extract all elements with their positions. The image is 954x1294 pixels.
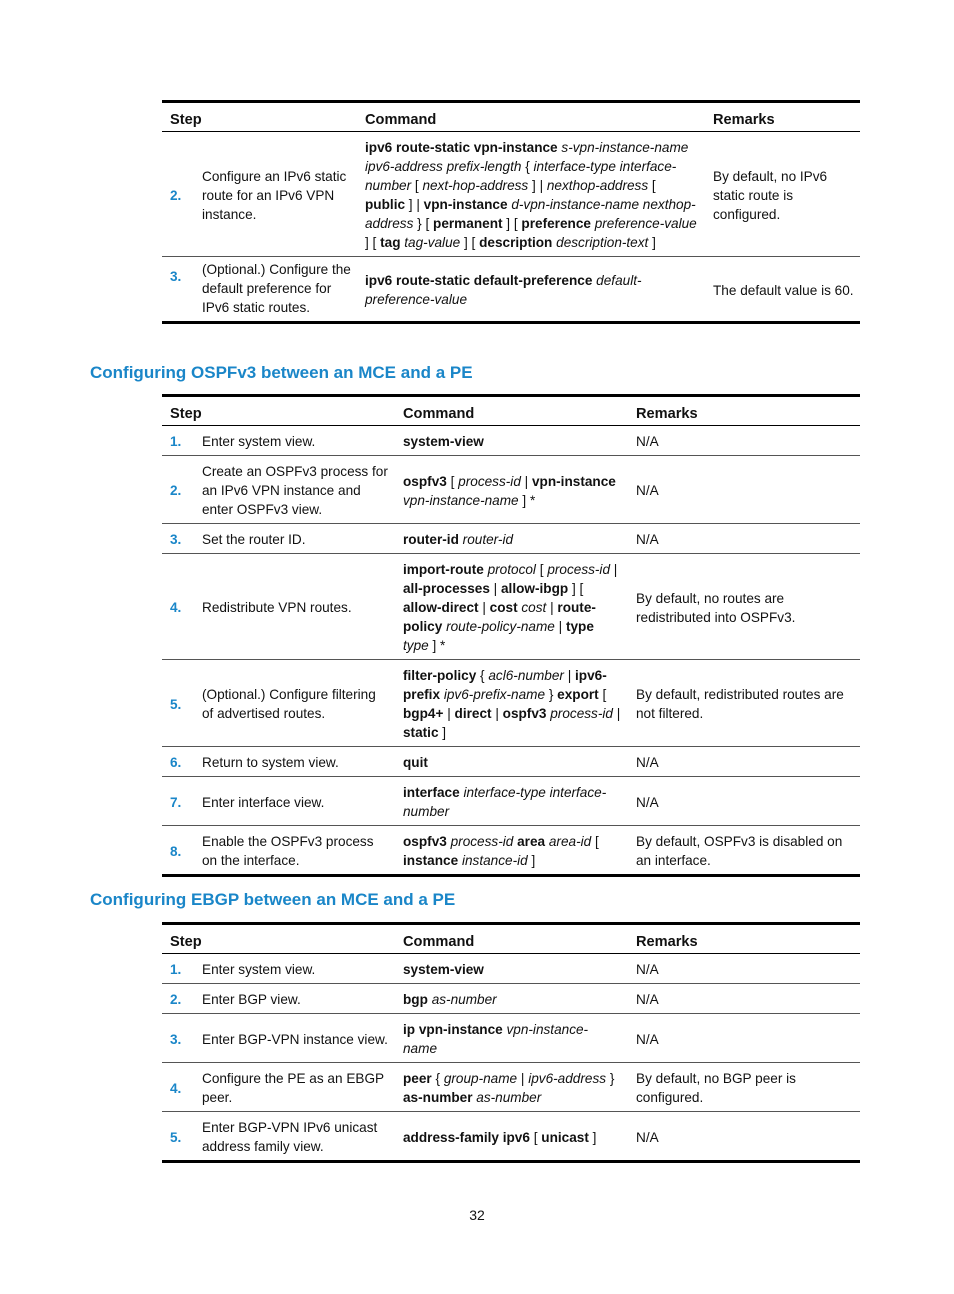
command-keyword: area — [517, 834, 546, 849]
command-punctuation: ] [ — [502, 216, 522, 231]
static-route-table — [162, 100, 860, 324]
step-number: 1. — [162, 426, 194, 456]
command-keyword: vpn-instance — [531, 473, 616, 489]
command-punctuation: | — [478, 600, 490, 615]
command-keyword: ospfv3 — [403, 834, 447, 849]
command-punctuation: | — [489, 581, 501, 596]
step-description: Configure an IPv6 static route for an IPv6 VPN instance. — [194, 132, 357, 257]
table-row — [162, 132, 860, 257]
table-row — [162, 954, 860, 984]
col-header-command: Command — [357, 102, 705, 132]
command-punctuation: ] * — [518, 492, 536, 508]
step-number: 2. — [162, 984, 194, 1014]
command-keyword: route-policy — [403, 600, 596, 634]
table-row — [162, 554, 860, 660]
col-header-step: Step — [162, 396, 395, 426]
command-syntax — [395, 826, 628, 876]
command-punctuation: } — [606, 1071, 615, 1086]
remarks: By default, no IPv6 static route is configured. — [705, 132, 860, 257]
command-punctuation: | — [546, 600, 558, 615]
remarks: By default, no BGP peer is configured. — [628, 1063, 860, 1112]
command-argument: next-hop-address — [422, 178, 529, 193]
command-punctuation: } — [545, 687, 558, 702]
col-header-step: Step — [162, 102, 357, 132]
command-punctuation: [ — [648, 178, 656, 193]
command-keyword: allow-ibgp — [501, 581, 569, 596]
command-syntax — [395, 984, 628, 1014]
table-row — [162, 257, 860, 323]
command-argument: router-id — [462, 532, 514, 547]
command-argument: ipv6-address prefix-length — [365, 159, 522, 174]
command-argument: process-id — [550, 706, 613, 721]
command-keyword: description — [479, 235, 553, 250]
remarks: By default, redistributed routes are not filtered. — [628, 660, 860, 747]
command-argument: default-preference-value — [365, 273, 642, 307]
command-punctuation: ] — [648, 235, 656, 250]
command-punctuation: ] [ — [365, 235, 381, 250]
page-number: 32 — [469, 1207, 485, 1223]
remarks: N/A — [628, 426, 860, 456]
command-keyword: type — [565, 619, 594, 634]
command-syntax — [395, 1112, 628, 1162]
command-keyword: direct — [454, 706, 492, 721]
step-description: Enter system view. — [194, 954, 395, 984]
command-argument: tag-value — [404, 235, 461, 250]
section-heading-ospfv3: Configuring OSPFv3 between an MCE and a PE — [90, 363, 473, 382]
command-argument: process-id — [547, 562, 611, 577]
command-keyword: tag — [380, 235, 401, 250]
command-syntax — [395, 456, 628, 524]
command-syntax — [395, 426, 628, 456]
table-row — [162, 777, 860, 826]
command-keyword: peer — [403, 1071, 432, 1086]
remarks: By default, no routes are redistributed into OSPFv3. — [628, 554, 860, 660]
step-description: Set the router ID. — [194, 524, 395, 554]
command-punctuation: ] — [527, 853, 536, 868]
col-header-command: Command — [395, 924, 628, 954]
step-number: 1. — [162, 954, 194, 984]
command-keyword: router-id — [403, 532, 459, 547]
command-keyword: ipv6-prefix — [403, 668, 607, 702]
command-argument: type — [403, 638, 429, 653]
command-keyword: filter-policy — [403, 668, 477, 683]
command-keyword: bgp4+ — [403, 706, 444, 721]
ospfv3-table — [162, 394, 860, 877]
command-argument: interface-type interface-number — [403, 785, 607, 819]
step-number: 2. — [162, 132, 194, 257]
command-punctuation: | — [517, 1071, 529, 1086]
command-argument: preference-value — [594, 216, 697, 231]
remarks: N/A — [628, 524, 860, 554]
command-keyword: system-view — [403, 962, 484, 977]
command-argument: vpn-instance-name — [403, 1022, 589, 1056]
remarks: N/A — [628, 456, 860, 524]
command-keyword: system-view — [403, 434, 484, 449]
ebgp-table — [162, 922, 860, 1163]
command-punctuation: [ — [591, 834, 599, 849]
command-keyword: all-processes — [403, 581, 490, 596]
command-punctuation: ] * — [428, 638, 446, 653]
command-keyword: public — [365, 197, 406, 212]
step-description: Create an OSPFv3 process for an IPv6 VPN instance and enter OSPFv3 view. — [194, 456, 395, 524]
remarks: By default, OSPFv3 is disabled on an interface. — [628, 826, 860, 876]
command-punctuation: [ — [446, 473, 459, 489]
command-keyword: ip vpn-instance — [403, 1022, 503, 1037]
step-number: 4. — [162, 1063, 194, 1112]
command-argument: process-id — [458, 473, 521, 489]
command-argument: d-vpn-instance-name nexthop-address — [365, 197, 696, 231]
col-header-step: Step — [162, 924, 395, 954]
command-punctuation: | — [612, 706, 621, 721]
command-argument: instance-id — [461, 853, 528, 868]
table-row — [162, 1014, 860, 1063]
table-row — [162, 1063, 860, 1112]
command-argument: interface-type interface-number — [365, 159, 677, 193]
command-syntax — [395, 524, 628, 554]
command-punctuation: [ — [529, 1129, 542, 1145]
command-keyword: allow-direct — [403, 600, 479, 615]
command-argument: nexthop-address — [546, 178, 649, 193]
command-argument: s-vpn-instance-name — [561, 140, 689, 155]
table-row — [162, 524, 860, 554]
command-argument: acl6-number — [488, 668, 564, 683]
remarks: N/A — [628, 747, 860, 777]
command-punctuation: [ — [535, 562, 548, 577]
command-syntax — [395, 1014, 628, 1063]
col-header-command: Command — [395, 396, 628, 426]
col-header-remarks: Remarks — [705, 102, 860, 132]
section-heading-ebgp: Configuring EBGP between an MCE and a PE — [90, 890, 456, 909]
command-syntax — [395, 660, 628, 747]
command-keyword: vpn-instance — [423, 197, 508, 212]
command-keyword: import-route — [403, 562, 484, 577]
step-description: Redistribute VPN routes. — [194, 554, 395, 660]
remarks: N/A — [628, 777, 860, 826]
command-keyword: cost — [489, 600, 518, 615]
step-description: Enable the OSPFv3 process on the interface. — [194, 826, 395, 876]
command-punctuation: [ — [411, 178, 423, 193]
step-number: 5. — [162, 660, 194, 747]
command-syntax — [395, 554, 628, 660]
command-punctuation: ] | — [528, 178, 547, 193]
remarks: N/A — [628, 1112, 860, 1162]
command-punctuation: } [ — [413, 216, 434, 231]
command-punctuation: { — [431, 1071, 444, 1086]
command-keyword: quit — [403, 755, 428, 770]
table-row — [162, 1112, 860, 1162]
step-number: 8. — [162, 826, 194, 876]
remarks: N/A — [628, 1014, 860, 1063]
command-argument: protocol — [487, 562, 536, 577]
step-description: (Optional.) Configure the default preference for IPv6 static routes. — [194, 257, 357, 323]
command-argument: vpn-instance-name — [403, 492, 519, 508]
step-number: 7. — [162, 777, 194, 826]
table-row — [162, 456, 860, 524]
command-punctuation: | — [554, 619, 566, 634]
command-syntax — [357, 257, 705, 323]
command-argument: process-id — [450, 834, 514, 849]
command-argument: description-text — [556, 235, 649, 250]
command-punctuation: | — [443, 706, 455, 721]
command-punctuation: [ — [598, 687, 607, 702]
remarks: N/A — [628, 954, 860, 984]
step-number: 3. — [162, 1014, 194, 1063]
command-keyword: ipv6 route-static vpn-instance — [365, 140, 558, 155]
table-row — [162, 426, 860, 456]
command-keyword: permanent — [433, 216, 503, 231]
command-argument: ipv6-prefix-name — [443, 687, 546, 702]
command-keyword: unicast — [541, 1129, 589, 1145]
step-number: 3. — [162, 257, 194, 323]
table-row — [162, 826, 860, 876]
step-number: 4. — [162, 554, 194, 660]
step-number: 2. — [162, 456, 194, 524]
command-keyword: as-number — [403, 1090, 473, 1105]
remarks: N/A — [628, 984, 860, 1014]
command-punctuation: ] | — [405, 197, 424, 212]
command-punctuation: | — [520, 473, 532, 489]
table-row — [162, 984, 860, 1014]
step-description: Configure the PE as an EBGP peer. — [194, 1063, 395, 1112]
command-argument: cost — [521, 600, 547, 615]
command-keyword: ospfv3 — [502, 706, 547, 721]
command-syntax — [395, 1063, 628, 1112]
step-number: 6. — [162, 747, 194, 777]
step-description: Enter BGP-VPN IPv6 unicast address family view. — [194, 1112, 395, 1162]
command-argument: route-policy-name — [446, 619, 555, 634]
command-syntax — [395, 777, 628, 826]
step-description: Enter interface view. — [194, 777, 395, 826]
command-syntax — [357, 132, 705, 257]
command-argument: group-name — [443, 1071, 518, 1086]
remarks: The default value is 60. — [705, 257, 860, 323]
command-keyword: export — [557, 687, 599, 702]
table-row — [162, 660, 860, 747]
command-argument: area-id — [548, 834, 592, 849]
command-punctuation: ] [ — [460, 235, 480, 250]
step-description: Return to system view. — [194, 747, 395, 777]
step-description: Enter BGP view. — [194, 984, 395, 1014]
command-punctuation: | — [491, 706, 503, 721]
step-description: Enter system view. — [194, 426, 395, 456]
command-keyword: address-family ipv6 — [403, 1129, 530, 1145]
command-argument: as-number — [431, 992, 497, 1007]
col-header-remarks: Remarks — [628, 924, 860, 954]
command-argument: as-number — [476, 1090, 542, 1105]
table-row — [162, 747, 860, 777]
command-punctuation: { — [476, 668, 489, 683]
command-punctuation: | — [610, 562, 618, 577]
command-keyword: ospfv3 — [403, 473, 447, 489]
command-syntax — [395, 954, 628, 984]
command-keyword: instance — [403, 853, 459, 868]
command-punctuation: { — [521, 159, 534, 174]
command-keyword: interface — [403, 785, 460, 800]
command-syntax — [395, 747, 628, 777]
command-keyword: bgp — [403, 992, 428, 1007]
command-keyword: static — [403, 725, 439, 740]
step-description: Enter BGP-VPN instance view. — [194, 1014, 395, 1063]
command-punctuation: ] [ — [568, 581, 584, 596]
step-number: 5. — [162, 1112, 194, 1162]
command-argument: ipv6-address — [528, 1071, 607, 1086]
command-punctuation: ] — [438, 725, 447, 740]
command-punctuation: ] — [588, 1129, 597, 1145]
command-keyword: preference — [521, 216, 591, 231]
col-header-remarks: Remarks — [628, 396, 860, 426]
command-keyword: ipv6 route-static default-preference — [365, 273, 593, 288]
step-number: 3. — [162, 524, 194, 554]
command-punctuation: | — [563, 668, 576, 683]
step-description: (Optional.) Configure filtering of advertised routes. — [194, 660, 395, 747]
